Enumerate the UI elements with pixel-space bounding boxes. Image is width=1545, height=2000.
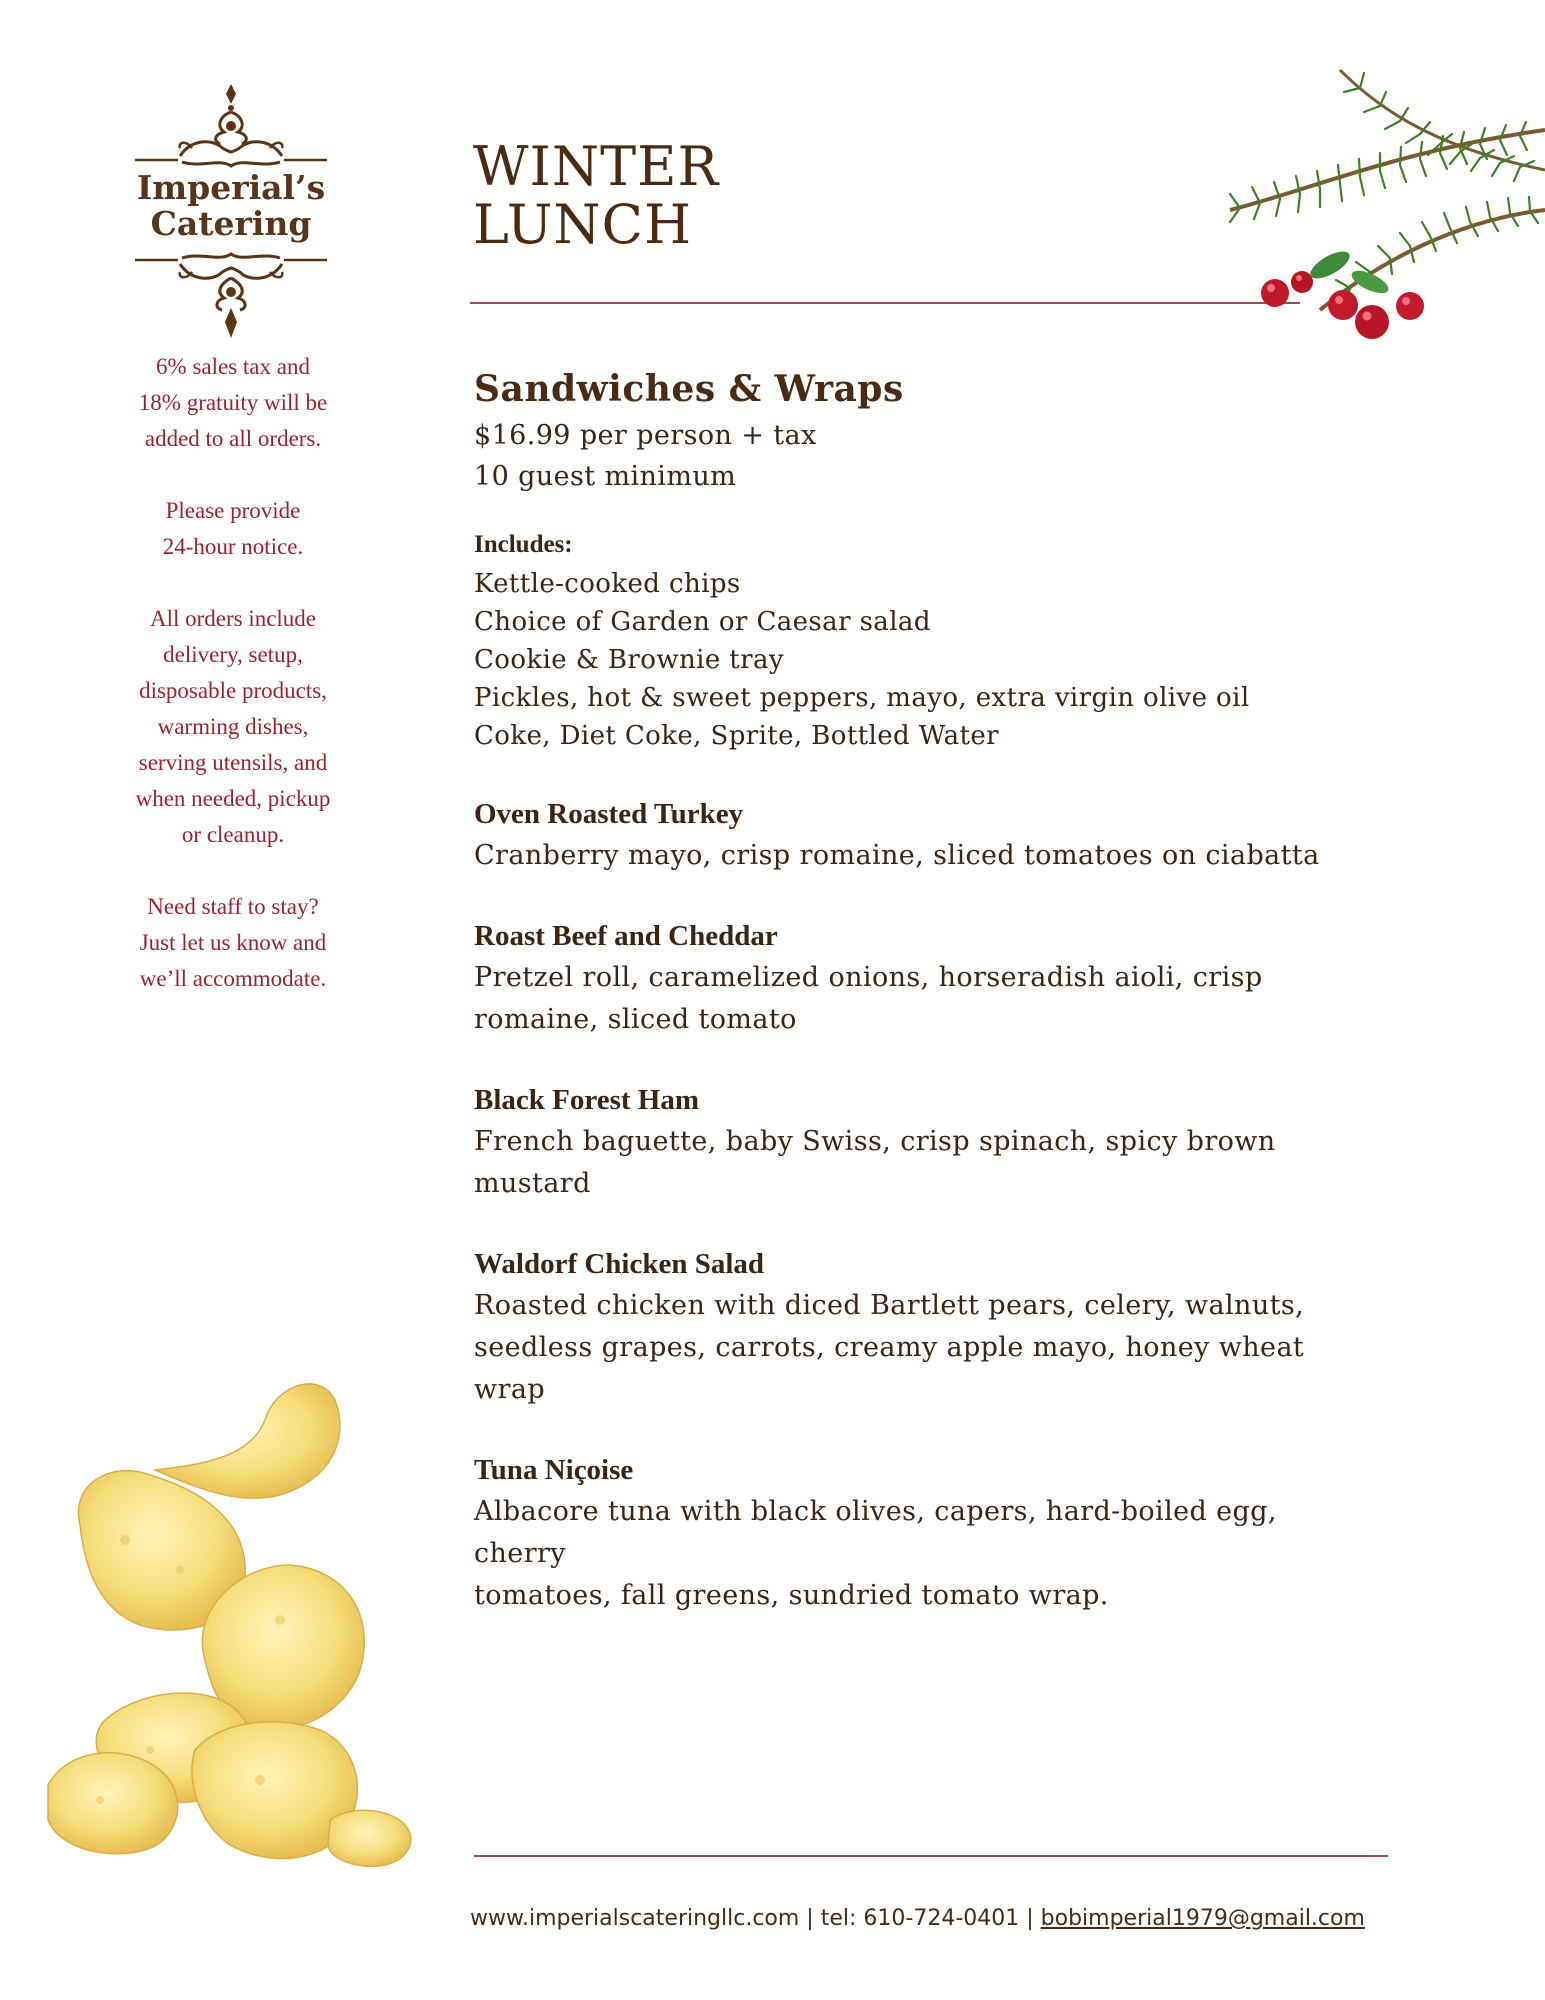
policy-inclusions: All orders include delivery, setup, disposable products, warming dishes, serving utensils, and when needed, pickup or cleanup. [135, 606, 331, 847]
includes-item: Choice of Garden or Caesar salad [474, 607, 931, 637]
minimum-line: 10 guest minimum [474, 461, 737, 492]
includes-item: Pickles, hot & sweet peppers, mayo, extra virgin olive oil [474, 683, 1250, 713]
policy-tax: 6% sales tax and 18% gratuity will be added to all orders. [138, 354, 328, 451]
title-line-2: LUNCH [473, 193, 693, 256]
title-line-1: WINTER [473, 135, 720, 198]
page-title [473, 135, 720, 256]
phone-number[interactable]: tel: 610-724-0401 [820, 1906, 1020, 1931]
menu-item-desc: Roasted chicken with diced Bartlett pears, celery, walnuts, [474, 1290, 1305, 1321]
menu-section [474, 363, 1374, 1617]
includes-list [474, 565, 1374, 755]
separator: | [799, 1906, 821, 1931]
section-title: Sandwiches & Wraps [474, 368, 904, 410]
menu-item-name: Roast Beef and Cheddar [474, 920, 778, 952]
menu-item [474, 1079, 1374, 1205]
menu-item-name: Tuna Niçoise [474, 1454, 634, 1486]
menu-item-desc: tomatoes, fall greens, sundried tomato wrap. [474, 1580, 1109, 1611]
website-link[interactable]: www.imperialscateringllc.com [470, 1906, 800, 1931]
menu-item-name: Oven Roasted Turkey [474, 798, 744, 830]
pine-branch-berries-icon [1200, 60, 1545, 370]
includes-item: Kettle-cooked chips [474, 569, 741, 599]
contact-footer [470, 1904, 1370, 1934]
separator: | [1019, 1906, 1041, 1931]
includes-item: Cookie & Brownie tray [474, 645, 784, 675]
includes-label: Includes: [474, 531, 573, 558]
menu-item-desc: seedless grapes, carrots, creamy apple mayo, honey wheat wrap [474, 1332, 1305, 1405]
policy-notice: Please provide 24-hour notice. [162, 498, 304, 559]
includes-item: Coke, Diet Coke, Sprite, Bottled Water [474, 721, 999, 751]
logo-line-1: Imperial’s [136, 168, 326, 207]
brand-logo [120, 82, 342, 340]
footer-divider [474, 1855, 1388, 1857]
policy-staff: Need staff to stay? Just let us know and we’ll accommodate. [139, 894, 327, 991]
menu-item-desc: Cranberry mayo, crisp romaine, sliced tomatoes on ciabatta [474, 840, 1320, 871]
menu-item-desc: Pretzel roll, caramelized onions, horseradish aioli, crisp [474, 962, 1263, 993]
menu-item [474, 793, 1374, 877]
menu-item-desc: French baguette, baby Swiss, crisp spinach, spicy brown [474, 1126, 1276, 1157]
menu-item-desc: romaine, sliced tomato [474, 1004, 797, 1035]
potato-chips-icon [30, 1360, 450, 1880]
logo-line-2: Catering [150, 204, 312, 243]
menu-item [474, 1449, 1374, 1617]
menu-item-name: Black Forest Ham [474, 1084, 699, 1116]
menu-item [474, 915, 1374, 1041]
title-divider [470, 302, 1300, 304]
menu-item-desc: mustard [474, 1168, 591, 1199]
policy-sidebar [100, 349, 366, 1033]
menu-item [474, 1243, 1374, 1411]
email-link[interactable]: bobimperial1979@gmail.com [1040, 1906, 1365, 1931]
menu-item-name: Waldorf Chicken Salad [474, 1248, 765, 1280]
price-line: $16.99 per person + tax [474, 420, 817, 451]
menu-item-desc: Albacore tuna with black olives, capers, hard-boiled egg, cherry [474, 1496, 1277, 1569]
